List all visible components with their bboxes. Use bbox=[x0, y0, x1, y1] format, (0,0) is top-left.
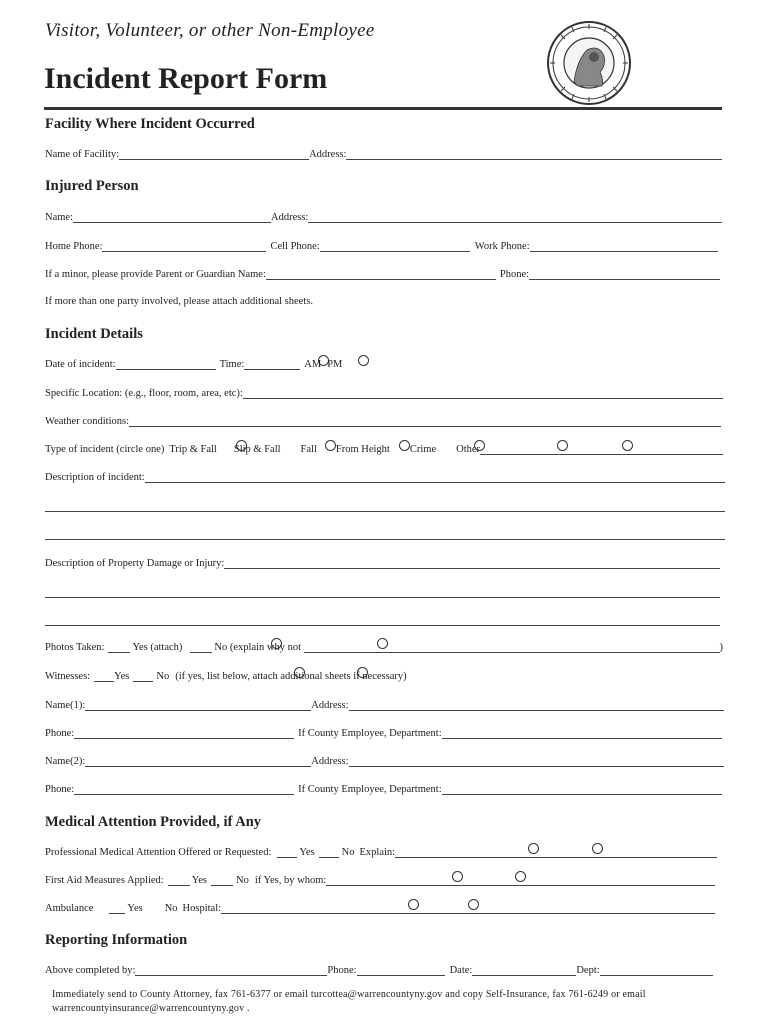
witness1-phone-row bbox=[45, 727, 722, 739]
ambulance-no-label: No bbox=[164, 903, 178, 914]
reporting-phone-field[interactable] bbox=[357, 964, 445, 976]
photos-yes-blank[interactable] bbox=[108, 641, 130, 653]
photos-row bbox=[45, 641, 723, 653]
date-field[interactable] bbox=[116, 358, 216, 370]
date-label: Date of incident: bbox=[45, 359, 116, 370]
type-crime: Crime bbox=[409, 444, 437, 455]
type-other: Other bbox=[456, 444, 481, 455]
other-type-field[interactable] bbox=[480, 443, 723, 455]
witness1-address-label: Address: bbox=[311, 700, 349, 711]
first-aid-row bbox=[45, 874, 715, 886]
location-row bbox=[45, 387, 723, 399]
reporting-dept-label: Dept: bbox=[576, 965, 600, 976]
damage-line-3[interactable] bbox=[45, 614, 720, 626]
witness2-phone-field[interactable] bbox=[74, 783, 294, 795]
witness1-name-field[interactable] bbox=[85, 699, 311, 711]
by-whom-label: if Yes, by whom: bbox=[254, 875, 327, 886]
witness1-dept-field[interactable] bbox=[442, 727, 722, 739]
cell-phone-label: Cell Phone: bbox=[270, 241, 320, 252]
guardian-row bbox=[45, 268, 720, 280]
witness2-address-label: Address: bbox=[311, 756, 349, 767]
weather-field[interactable] bbox=[129, 415, 721, 427]
pm-label: PM bbox=[327, 359, 343, 370]
injured-name-row bbox=[45, 211, 722, 223]
medical-heading: Medical Attention Provided, if Any bbox=[45, 814, 262, 830]
hospital-field[interactable] bbox=[221, 902, 715, 914]
guardian-phone-field[interactable] bbox=[529, 268, 720, 280]
incident-type-label: Type of incident (circle one) bbox=[45, 444, 165, 455]
photos-explain-field[interactable] bbox=[304, 641, 719, 653]
photos-no-label: No (explain why not bbox=[214, 642, 302, 653]
witness1-dept-label: If County Employee, Department: bbox=[298, 728, 442, 739]
work-phone-field[interactable] bbox=[530, 240, 718, 252]
facility-address-field[interactable] bbox=[346, 148, 722, 160]
witness2-dept-field[interactable] bbox=[442, 783, 722, 795]
photos-no-blank[interactable] bbox=[190, 641, 212, 653]
guardian-phone-label: Phone: bbox=[499, 269, 530, 280]
witness1-name-label: Name(1): bbox=[45, 700, 86, 711]
time-field[interactable] bbox=[244, 358, 300, 370]
ambulance-yes-label: Yes bbox=[127, 903, 143, 914]
description-line-2[interactable] bbox=[45, 500, 725, 512]
injured-name-field[interactable] bbox=[73, 211, 271, 223]
first-aid-yes-blank[interactable] bbox=[168, 874, 190, 886]
witness2-address-field[interactable] bbox=[349, 755, 724, 767]
multi-party-note bbox=[45, 296, 313, 307]
damage-row bbox=[45, 557, 720, 569]
facility-heading: Facility Where Incident Occurred bbox=[45, 116, 255, 132]
description-label: Description of incident: bbox=[45, 472, 145, 483]
facility-address-label: Address: bbox=[309, 149, 347, 160]
photos-yes-label: Yes (attach) bbox=[132, 642, 183, 653]
witnesses-yes-label: Yes bbox=[114, 671, 130, 682]
first-aid-yes-label: Yes bbox=[191, 875, 207, 886]
reporting-date-field[interactable] bbox=[472, 964, 576, 976]
description-field[interactable] bbox=[145, 471, 725, 483]
witness2-name-row bbox=[45, 755, 724, 767]
completed-by-field[interactable] bbox=[135, 964, 327, 976]
witness2-phone-row bbox=[45, 783, 722, 795]
witness2-dept-label: If County Employee, Department: bbox=[298, 784, 442, 795]
witness1-address-field[interactable] bbox=[349, 699, 724, 711]
county-seal-logo bbox=[544, 20, 634, 106]
ambulance-label: Ambulance bbox=[45, 903, 94, 914]
incident-heading: Incident Details bbox=[45, 326, 143, 342]
reporting-phone-label: Phone: bbox=[327, 965, 357, 976]
date-time-row bbox=[45, 358, 342, 370]
witness2-name-field[interactable] bbox=[85, 755, 311, 767]
multi-party-note-text: If more than one party involved, please attach additional sheets. bbox=[45, 296, 313, 307]
medical-no-blank[interactable] bbox=[319, 846, 339, 858]
ambulance-row bbox=[45, 902, 715, 914]
damage-field[interactable] bbox=[224, 557, 720, 569]
injured-name-label: Name: bbox=[45, 212, 73, 223]
time-label: Time: bbox=[219, 359, 245, 370]
witnesses-note: (if yes, list below, attach additional sheets if necessary) bbox=[175, 671, 407, 682]
witnesses-yes-blank[interactable] bbox=[94, 670, 114, 682]
injured-heading: Injured Person bbox=[45, 178, 139, 194]
witnesses-no-label: No bbox=[156, 671, 170, 682]
witnesses-row bbox=[45, 670, 407, 682]
witness1-phone-label: Phone: bbox=[45, 728, 75, 739]
location-field[interactable] bbox=[243, 387, 723, 399]
weather-label: Weather conditions: bbox=[45, 416, 130, 427]
submission-instructions: Immediately send to County Attorney, fax 761-6377 or email turcottea@warrencountyny.gov and copy Self-Insurance, fax 761-6249 or email warrencountyinsurance@warrencountyny.gov . bbox=[52, 989, 646, 1014]
witness1-name-row bbox=[45, 699, 724, 711]
explain-field[interactable] bbox=[395, 846, 717, 858]
title-divider bbox=[44, 107, 722, 110]
facility-name-label: Name of Facility: bbox=[45, 149, 120, 160]
explain-label: Explain: bbox=[359, 847, 396, 858]
close-paren: ) bbox=[719, 642, 723, 653]
form-tagline: Visitor, Volunteer, or other Non-Employee bbox=[45, 20, 375, 41]
home-phone-label: Home Phone: bbox=[45, 241, 103, 252]
guardian-name-field[interactable] bbox=[266, 268, 496, 280]
first-aid-no-label: No bbox=[236, 875, 249, 886]
medical-offered-label: Professional Medical Attention Offered or Requested: bbox=[45, 847, 272, 858]
type-from-height: From Height bbox=[335, 444, 390, 455]
damage-label: Description of Property Damage or Injury: bbox=[45, 558, 225, 569]
cell-phone-field[interactable] bbox=[320, 240, 470, 252]
completed-by-label: Above completed by: bbox=[45, 965, 136, 976]
location-label: Specific Location: (e.g., floor, room, area, etc): bbox=[45, 388, 243, 399]
witness2-name-label: Name(2): bbox=[45, 756, 86, 767]
ambulance-yes-blank[interactable] bbox=[109, 902, 125, 914]
type-trip-fall: Trip & Fall bbox=[169, 444, 217, 455]
medical-yes-label: Yes bbox=[299, 847, 315, 858]
injured-phone-row bbox=[45, 240, 718, 252]
witness2-phone-label: Phone: bbox=[45, 784, 75, 795]
guardian-label: If a minor, please provide Parent or Guardian Name: bbox=[45, 269, 266, 280]
form-title: Incident Report Form bbox=[44, 62, 328, 95]
reporting-date-label: Date: bbox=[449, 965, 473, 976]
medical-yes-blank[interactable] bbox=[277, 846, 297, 858]
type-fall: Fall bbox=[300, 444, 317, 455]
reporting-heading: Reporting Information bbox=[45, 932, 188, 948]
pm-radio[interactable] bbox=[358, 355, 369, 366]
medical-no-label: No bbox=[341, 847, 355, 858]
description-line-3[interactable] bbox=[45, 528, 725, 540]
description-row bbox=[45, 471, 725, 483]
hospital-label: Hospital: bbox=[182, 903, 222, 914]
damage-line-2[interactable] bbox=[45, 586, 720, 598]
facility-row bbox=[45, 148, 722, 160]
work-phone-label: Work Phone: bbox=[474, 241, 530, 252]
witnesses-no-blank[interactable] bbox=[133, 670, 153, 682]
first-aid-label: First Aid Measures Applied: bbox=[45, 875, 164, 886]
injured-address-label: Address: bbox=[271, 212, 309, 223]
witnesses-label: Witnesses: bbox=[45, 671, 91, 682]
weather-row bbox=[45, 415, 721, 427]
type-slip-fall: Slip & Fall bbox=[233, 444, 281, 455]
completed-by-row bbox=[45, 964, 713, 976]
home-phone-field[interactable] bbox=[102, 240, 266, 252]
injured-address-field[interactable] bbox=[308, 211, 722, 223]
by-whom-field[interactable] bbox=[326, 874, 715, 886]
reporting-dept-field[interactable] bbox=[600, 964, 713, 976]
facility-name-field[interactable] bbox=[119, 148, 309, 160]
first-aid-no-blank[interactable] bbox=[211, 874, 233, 886]
am-label: AM bbox=[304, 359, 322, 370]
photos-label: Photos Taken: bbox=[45, 642, 105, 653]
witness1-phone-field[interactable] bbox=[74, 727, 294, 739]
medical-offered-row bbox=[45, 846, 717, 858]
incident-type-row bbox=[45, 443, 723, 455]
